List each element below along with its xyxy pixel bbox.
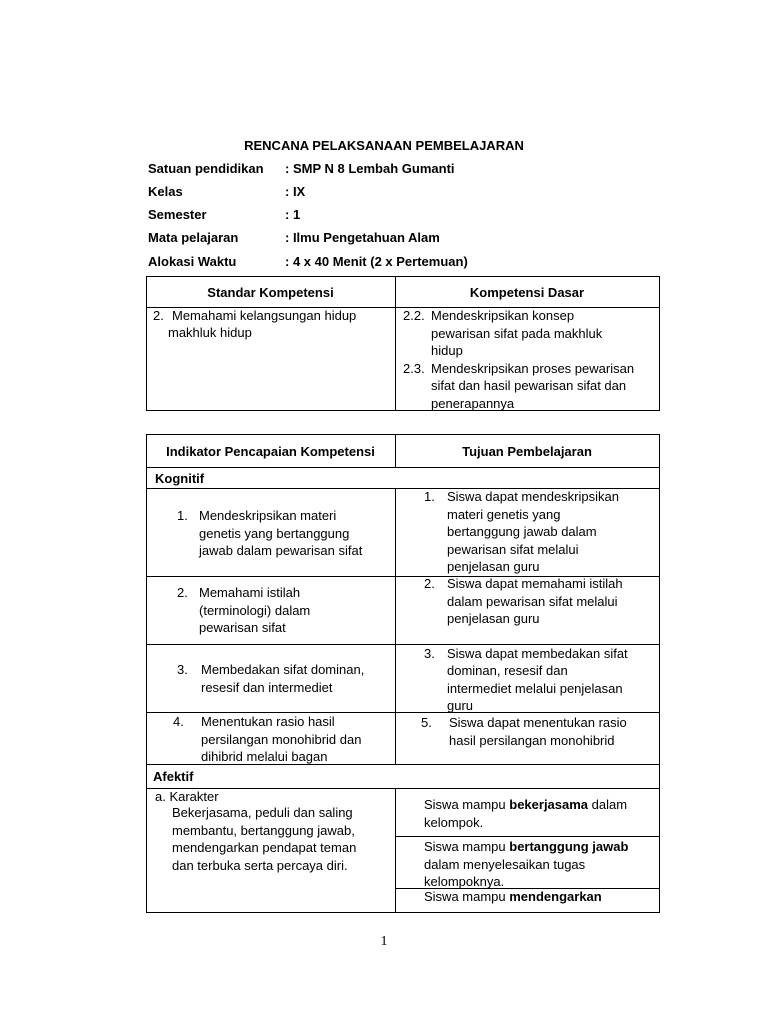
header-standar-kompetensi: Standar Kompetensi	[207, 285, 334, 300]
header-kompetensi-dasar: Kompetensi Dasar	[469, 285, 585, 300]
tujuan-text: Siswa dapat mendeskripsikan	[447, 489, 619, 504]
indikator-text: jawab dalam pewarisan sifat	[199, 543, 363, 558]
tujuan-text: Siswa dapat memahami istilah	[447, 576, 623, 591]
tujuan-text: guru	[447, 698, 474, 713]
info-value-alokasi: : 4 x 40 Menit (2 x Pertemuan)	[285, 254, 468, 269]
document-title: RENCANA PELAKSANAAN PEMBELAJARAN	[244, 138, 524, 153]
tujuan-text: dalam pewarisan sifat melalui	[447, 594, 618, 609]
kd-text: Mendeskripsikan proses pewarisan	[431, 361, 635, 376]
tujuan-text: Siswa dapat menentukan rasio	[449, 715, 627, 730]
info-value-semester: : 1	[285, 207, 301, 222]
karakter-text: Bekerjasama, peduli dan saling	[172, 805, 353, 820]
tujuan-number-2: 2.	[424, 576, 435, 591]
tujuan-text: penjelasan guru	[447, 559, 540, 574]
karakter-text: dan terbuka serta percaya diri.	[172, 858, 348, 873]
tujuan-text: dominan, resesif dan	[447, 663, 568, 678]
tujuan-number-5: 5.	[421, 715, 432, 730]
tujuan-text: intermediet melalui penjelasan	[447, 681, 623, 696]
info-label-satuan: Satuan pendidikan	[148, 161, 264, 176]
kd-text: pewarisan sifat pada makhluk	[431, 326, 603, 341]
indikator-number-1: 1.	[177, 508, 188, 523]
tujuan-afektif-2-line2: dalam menyelesaikan tugas	[424, 857, 586, 872]
karakter-text: mendengarkan pendapat teman	[172, 840, 357, 855]
indikator-text: Membedakan sifat dominan,	[201, 662, 365, 677]
tujuan-text: bertanggung jawab dalam	[447, 524, 597, 539]
kd-text: penerapannya	[431, 396, 515, 411]
indikator-text: Memahami istilah	[199, 585, 301, 600]
section-kognitif: Kognitif	[155, 471, 205, 486]
page-number: 1	[380, 934, 388, 949]
indikator-text: (terminologi) dalam	[199, 603, 311, 618]
info-value-satuan: : SMP N 8 Lembah Gumanti	[285, 161, 455, 176]
kd-number-2-3: 2.3.	[403, 361, 425, 376]
karakter-text: membantu, bertanggung jawab,	[172, 823, 355, 838]
indikator-number-3: 3.	[177, 662, 188, 677]
indikator-text: pewarisan sifat	[199, 620, 286, 635]
info-value-mapel: : Ilmu Pengetahuan Alam	[285, 230, 440, 245]
tujuan-afektif-3: Siswa mampu mendengarkan	[424, 889, 602, 904]
tujuan-text: materi genetis yang	[447, 507, 561, 522]
indikator-number-4: 4.	[173, 714, 184, 729]
tujuan-number-3: 3.	[424, 646, 435, 661]
tujuan-text: pewarisan sifat melalui	[447, 542, 579, 557]
indikator-number-2: 2.	[177, 585, 188, 600]
kd-text: hidup	[431, 343, 463, 358]
sk-number: 2.	[153, 308, 164, 323]
indikator-text: genetis yang bertanggung	[199, 526, 350, 541]
info-label-semester: Semester	[148, 207, 207, 222]
info-label-mapel: Mata pelajaran	[148, 230, 239, 245]
indikator-text: Menentukan rasio hasil	[201, 714, 335, 729]
indikator-text: resesif dan intermediet	[201, 680, 333, 695]
sk-text-line1: Memahami kelangsungan hidup	[172, 308, 357, 323]
header-indikator: Indikator Pencapaian Kompetensi	[166, 444, 375, 459]
tujuan-afektif-1: Siswa mampu bekerjasama dalam	[424, 797, 628, 812]
info-value-kelas: : IX	[285, 184, 306, 199]
tujuan-number-1: 1.	[424, 489, 435, 504]
sk-text-line2: makhluk hidup	[168, 325, 252, 340]
tujuan-afektif-1-line2: kelompok.	[424, 815, 484, 830]
kd-text: Mendeskripsikan konsep	[431, 308, 575, 323]
indikator-text: dihibrid melalui bagan	[201, 749, 328, 764]
indikator-text: persilangan monohibrid dan	[201, 732, 362, 747]
info-label-kelas: Kelas	[148, 184, 183, 199]
section-afektif: Afektif	[153, 769, 194, 784]
kd-number-2-2: 2.2.	[403, 308, 425, 323]
karakter-label: a. Karakter	[155, 789, 219, 804]
kd-text: sifat dan hasil pewarisan sifat dan	[431, 378, 627, 393]
indikator-text: Mendeskripsikan materi	[199, 508, 337, 523]
tujuan-afektif-2-line3: kelompoknya.	[424, 874, 505, 889]
info-label-alokasi: Alokasi Waktu	[148, 254, 237, 269]
tujuan-afektif-2: Siswa mampu bertanggung jawab	[424, 839, 629, 854]
tujuan-text: hasil persilangan monohibrid	[449, 733, 615, 748]
tujuan-text: penjelasan guru	[447, 611, 540, 626]
header-tujuan: Tujuan Pembelajaran	[462, 444, 592, 459]
tujuan-text: Siswa dapat membedakan sifat	[447, 646, 628, 661]
